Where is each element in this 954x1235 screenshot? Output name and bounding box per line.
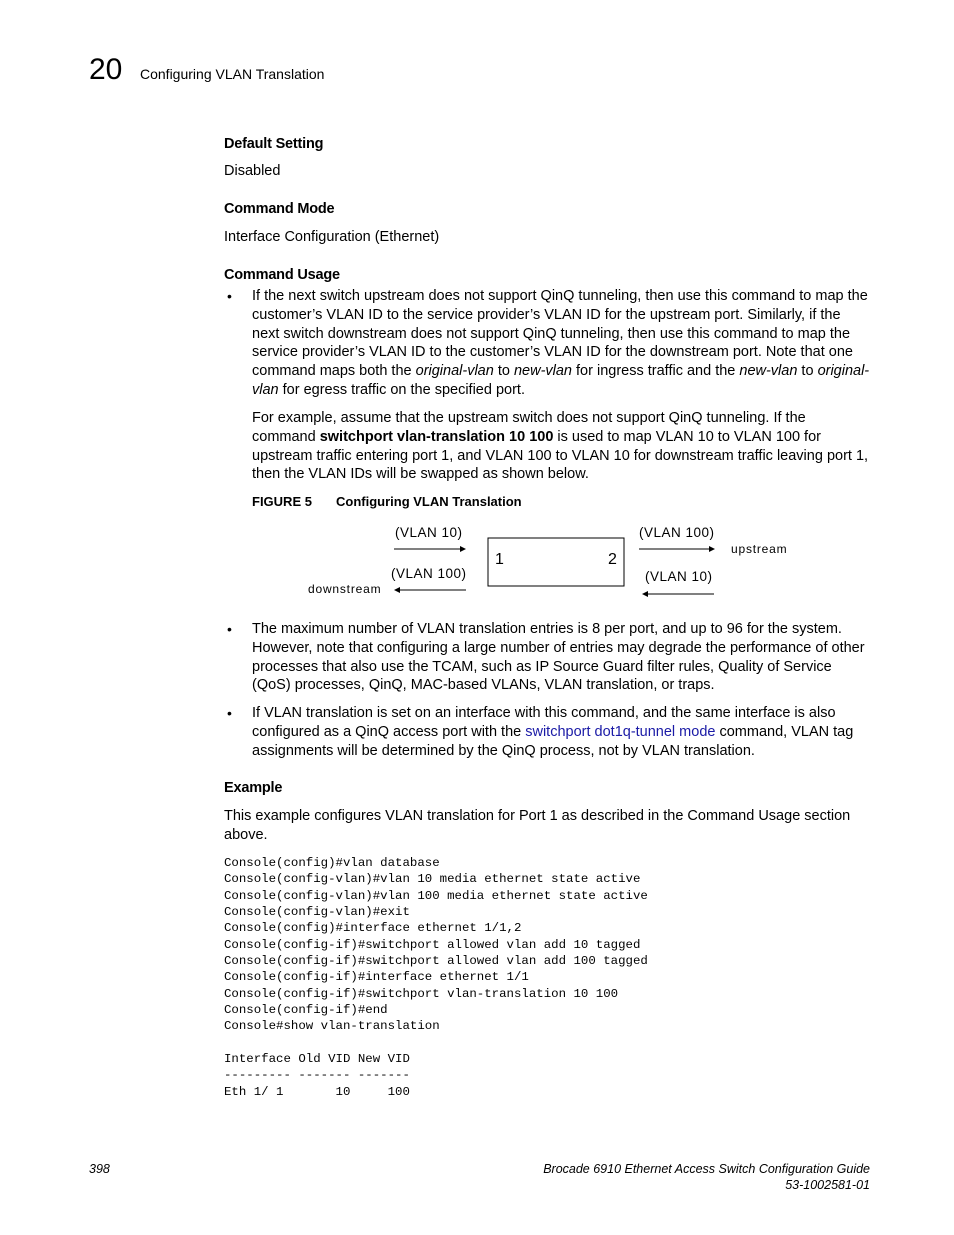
usage-bullet-3: If VLAN translation is set on an interface with this command, and the same interface is also configured as a QinQ access port with the switchport dot1q-tunnel mode command, VLAN tag assignments will be determined by the QinQ process, not by VLAN translation. (252, 705, 854, 759)
usage-bullet-1-paragraph-2: For example, assume that the upstream switch does not support QinQ tunneling. If the command switchport vlan-translation 10 100 is used to map VLAN 10 to VLAN 100 for upstream traffic entering port 1, and VLAN 100 to VLAN 10 for downstream traffic leaving port 1, then the VLAN IDs will be swapped as shown below. (252, 410, 869, 483)
doc-title: Brocade 6910 Ethernet Access Switch Configuration Guide (543, 1162, 870, 1176)
figure-title: Configuring VLAN Translation (336, 494, 522, 509)
default-setting-value: Disabled (224, 163, 281, 179)
default-setting-heading: Default Setting (224, 136, 324, 152)
bullet-marker: • (227, 705, 232, 721)
switch-box (488, 538, 624, 586)
command-name: switchport vlan-translation 10 100 (319, 428, 554, 445)
command-usage-heading: Command Usage (224, 267, 340, 283)
label-right-bottom: (VLAN 10) (645, 569, 713, 584)
usage-bullet-1-paragraph-1: If the next switch upstream does not support QinQ tunneling, then use this command to map the customer’s VLAN ID to the service provider’s VLAN ID for the upstream port. Similarly, if the next switch downstream does not support QinQ tunneling, then use this command to map the service provider’s VLAN ID to the customer’s VLAN ID for the downstream port. Note that one command maps both the original-vlan to new-vlan for ingress traffic and the new-vlan to original-vlan for egress traffic on the specified port. (252, 288, 870, 398)
bullet-marker: • (227, 288, 232, 304)
chapter-number: 20 (89, 53, 123, 86)
page-number: 398 (89, 1162, 110, 1176)
example-intro: This example configures VLAN translation for Port 1 as described in the Command Usage section above. (224, 808, 851, 843)
command-mode-value: Interface Configuration (Ethernet) (224, 229, 440, 245)
label-left-top: (VLAN 10) (395, 525, 463, 540)
chapter-title: Configuring VLAN Translation (140, 66, 325, 82)
label-right-top: (VLAN 100) (639, 525, 715, 540)
example-heading: Example (224, 780, 283, 796)
port-2-label: 2 (608, 551, 617, 568)
dot1q-tunnel-link[interactable]: switchport dot1q-tunnel mode (525, 723, 716, 740)
usage-bullet-2: The maximum number of VLAN translation entries is 8 per port, and up to 96 for the system. However, note that configuring a large number of entries may degrade the performance of other processes that also use the TCAM, such as IP Source Guard filter rules, Quality of Service (QoS) processes, QinQ, MAC-based VLANs, VLAN translation, or traps. (252, 621, 865, 694)
label-left-bottom: (VLAN 100) (391, 566, 467, 581)
upstream-label: upstream (731, 542, 788, 556)
doc-id: 53-1002581-01 (785, 1178, 870, 1192)
downstream-label: downstream (308, 582, 382, 596)
code-sample: Console(config)#vlan database Console(config-vlan)#vlan 10 media ethernet state active Console(config-vlan)#vlan 100 media ethernet state active Console(config-vlan)#exit Console(config)#interface ethernet 1/1,2 Console(config-if)#switchport allowed vlan add 10 tagged Console(config-if)#switchport allowed vlan add 100 tagged Console(config-if)#interface ethernet 1/1 Console(config-if)#switchport vlan-translation 10 100 Console(config-if)#end Console#show vlan-translation Interface Old VID New VID --------- ------- ------- Eth 1/ 1 10 100 (224, 856, 648, 1099)
port-1-label: 1 (495, 551, 504, 568)
figure-number: FIGURE 5 (252, 494, 312, 509)
command-mode-heading: Command Mode (224, 201, 335, 217)
bullet-marker: • (227, 621, 232, 637)
